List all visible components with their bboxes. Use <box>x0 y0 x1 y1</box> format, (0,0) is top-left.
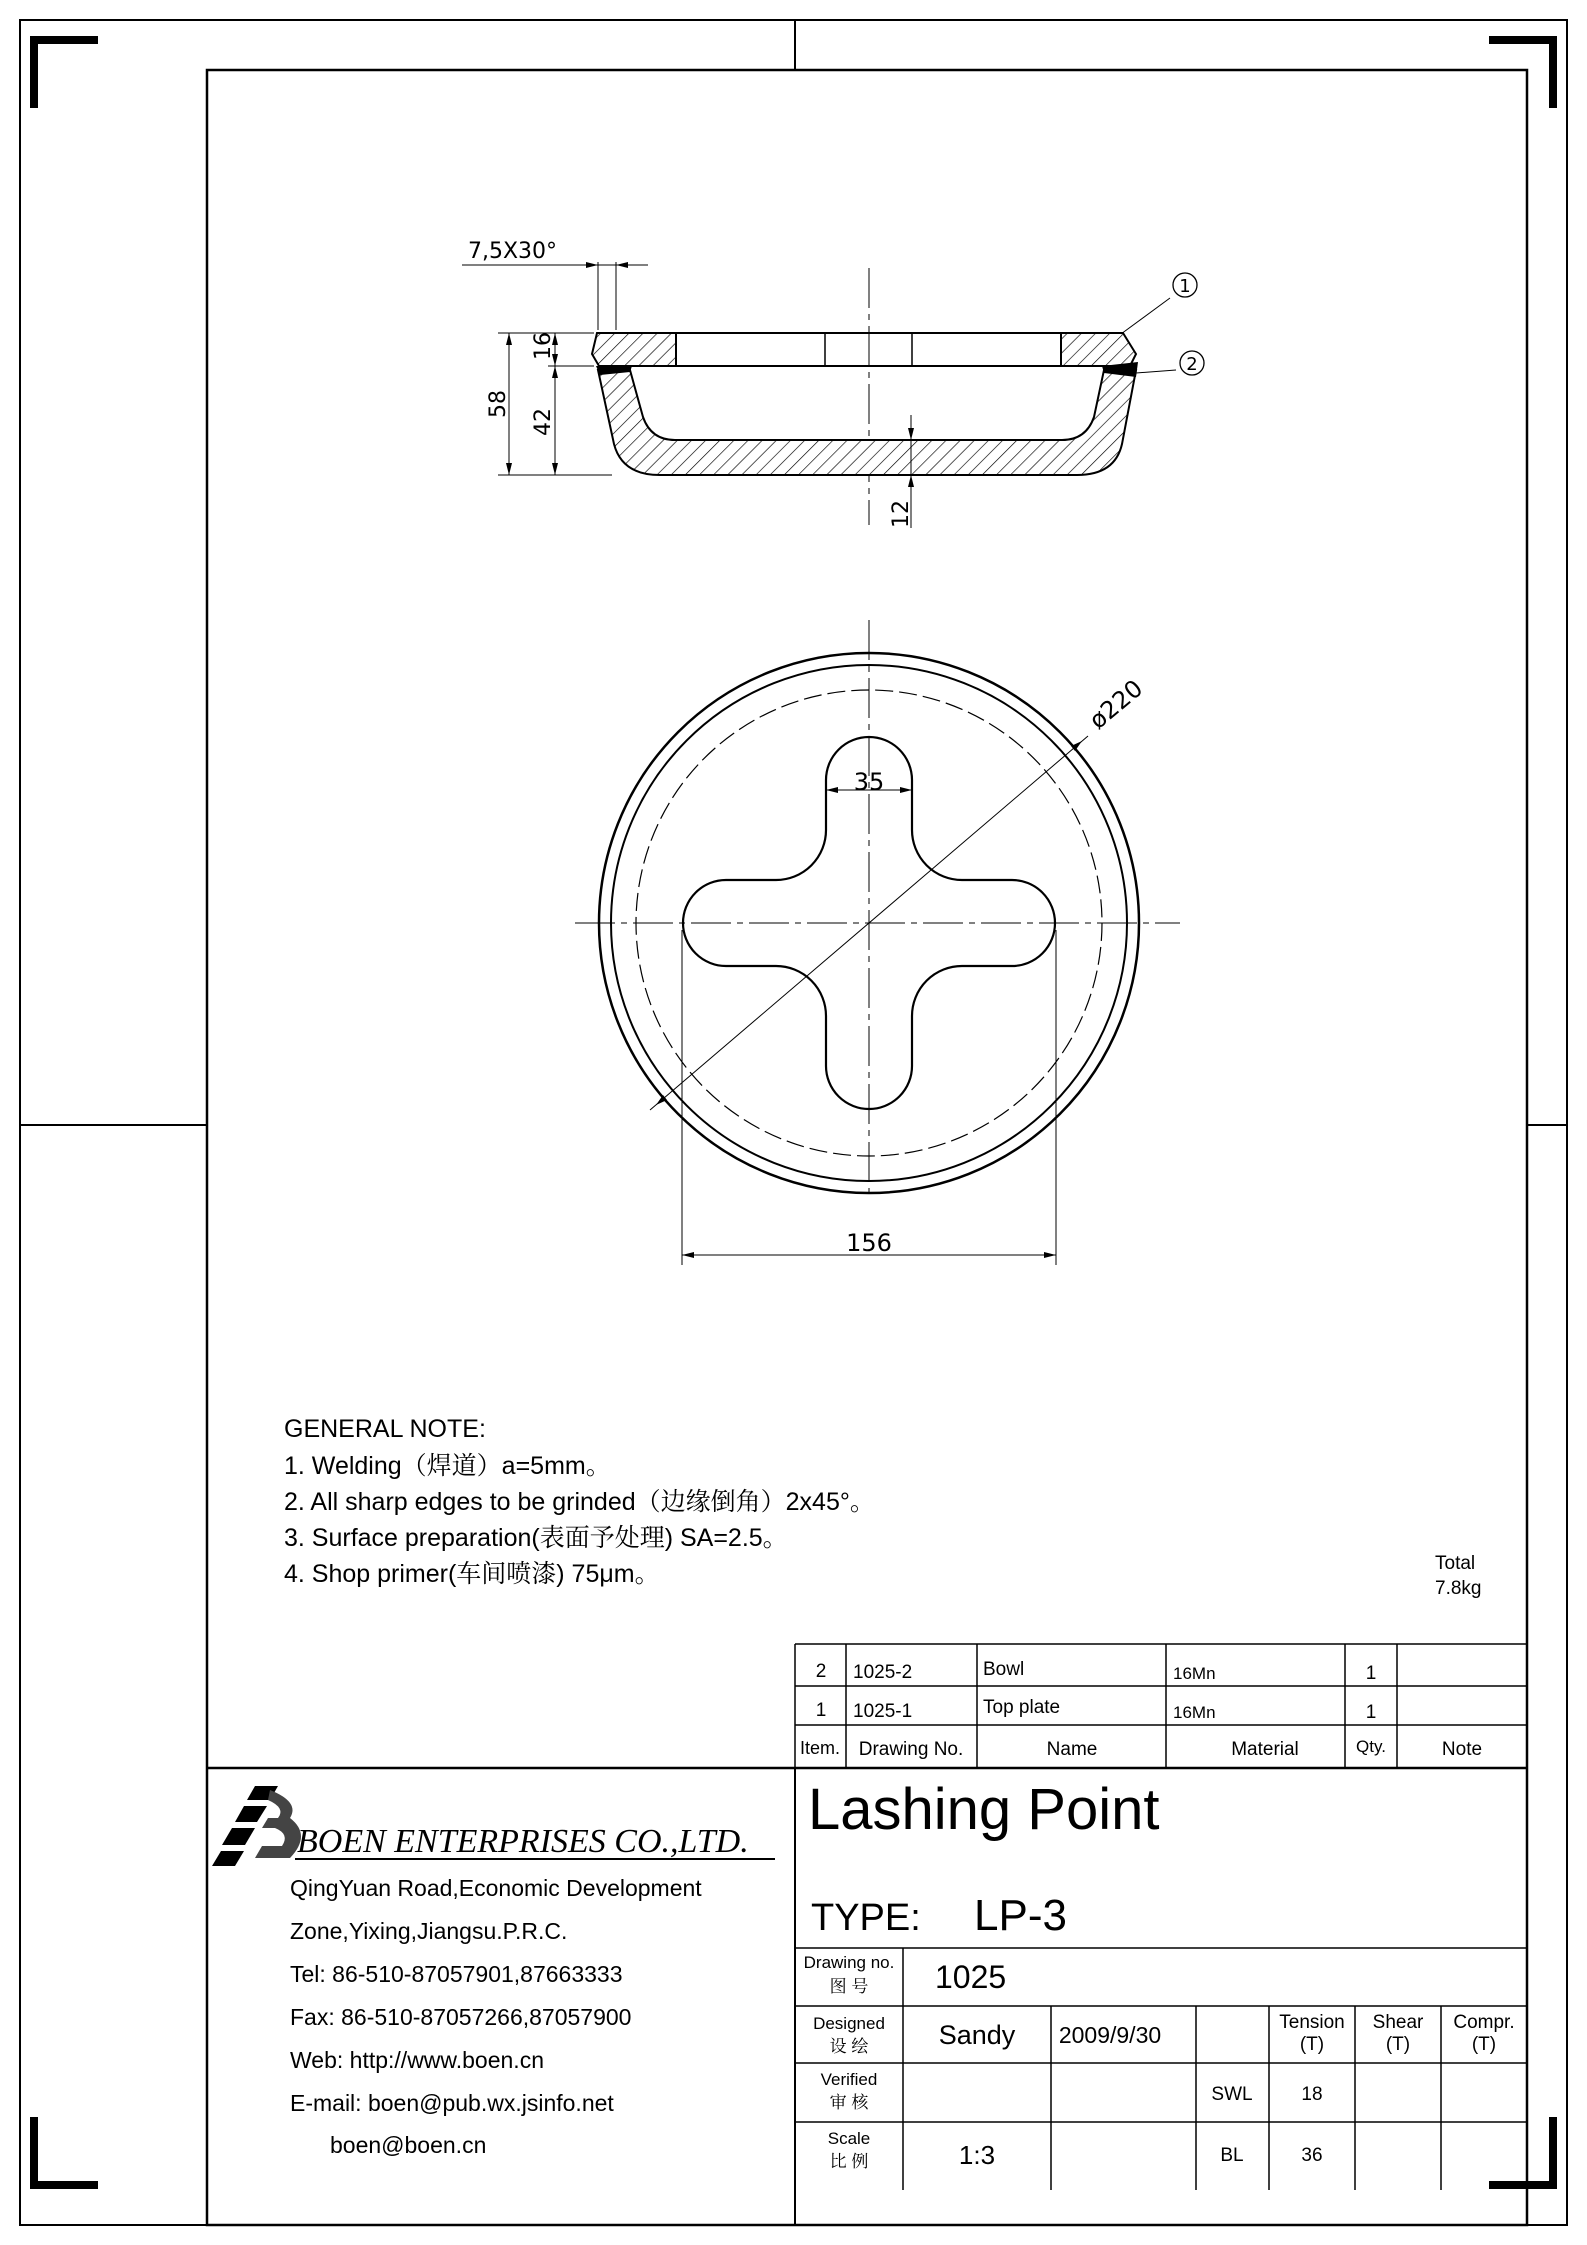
total-weight-value: 7.8kg <box>1435 1578 1482 1599</box>
compr-unit: (T) <box>1471 2034 1497 2055</box>
designed-date: 2009/9/30 <box>1058 2022 1162 2048</box>
note-item: 2. All sharp edges to be grinded（边缘倒角）2x45°。 <box>284 1488 875 1516</box>
bom-item: 1 <box>815 1700 827 1721</box>
bom-name: Top plate <box>983 1697 1061 1718</box>
bom-header-name: Name <box>1046 1739 1098 1760</box>
type-label: TYPE: <box>811 1897 921 1939</box>
dim-bowl-height: 42 <box>531 408 556 436</box>
company-tel: Tel: 86-510-87057901,87663333 <box>290 1961 623 1987</box>
tension-unit: (T) <box>1299 2034 1325 2055</box>
shear-unit: (T) <box>1385 2034 1411 2055</box>
scale-label: Scale <box>827 2129 871 2148</box>
compr-label: Compr. <box>1453 2012 1515 2033</box>
bom-qty: 1 <box>1365 1702 1377 1723</box>
dim-diameter: ø220 <box>1083 674 1149 735</box>
verified-label-cn: 审 核 <box>829 2093 869 2112</box>
general-notes <box>284 1415 1481 1599</box>
shear-label: Shear <box>1372 2012 1424 2033</box>
bowl-section <box>598 370 1136 475</box>
bl-value: 36 <box>1301 2145 1323 2166</box>
note-item: 3. Surface preparation(表面予处理) SA=2.5。 <box>284 1524 788 1552</box>
plan-view <box>575 620 1180 1265</box>
scale-label-cn: 比 例 <box>829 2152 869 2171</box>
company-address-line2: Zone,Yixing,Jiangsu.P.R.C. <box>290 1918 568 1944</box>
dim-cross-span: 156 <box>846 1229 892 1257</box>
designed-by: Sandy <box>938 2020 1016 2050</box>
company-block <box>212 1786 775 2158</box>
designed-label-cn: 设 绘 <box>829 2037 869 2056</box>
title-block <box>804 1777 1515 2171</box>
bom-table <box>795 1644 1527 1768</box>
company-web: Web: http://www.boen.cn <box>290 2047 544 2073</box>
scale-value: 1:3 <box>958 2140 996 2170</box>
dim-top-plate-thickness: 16 <box>531 332 556 360</box>
company-email: E-mail: boen@pub.wx.jsinfo.net <box>290 2090 614 2116</box>
top-plate-right-section <box>1061 333 1136 366</box>
bom-drawing-no: 1025-1 <box>853 1701 913 1722</box>
dim-total-height: 58 <box>486 390 511 418</box>
drawing-no-label: Drawing no. <box>803 1953 895 1972</box>
verified-label: Verified <box>820 2070 878 2089</box>
bom-item: 2 <box>815 1661 827 1682</box>
balloon-2-label: 2 <box>1186 354 1198 375</box>
bom-header-note: Note <box>1441 1739 1483 1760</box>
section-view <box>462 239 1204 528</box>
bom-header-qty: Qty. <box>1356 1737 1386 1756</box>
bom-drawing-no: 1025-2 <box>853 1662 913 1683</box>
bom-row <box>816 1697 1377 1723</box>
sheet-frame <box>20 20 1567 2225</box>
bom-name: Bowl <box>983 1659 1025 1680</box>
bom-header <box>800 1737 1482 1760</box>
notes-heading: GENERAL NOTE: <box>284 1415 486 1443</box>
drawing-title: Lashing Point <box>808 1777 1160 1842</box>
bom-qty: 1 <box>1365 1663 1377 1684</box>
bom-material: 16Mn <box>1173 1664 1216 1683</box>
company-logo <box>212 1786 301 1866</box>
dim-bottom-thickness: 12 <box>889 500 914 528</box>
note-item: 1. Welding（焊道）a=5mm。 <box>284 1452 611 1480</box>
company-address-line1: QingYuan Road,Economic Development <box>290 1875 702 1901</box>
note-item: 4. Shop primer(车间喷漆) 75μm。 <box>284 1560 660 1588</box>
swl-label: SWL <box>1211 2084 1253 2105</box>
company-fax: Fax: 86-510-87057266,87057900 <box>290 2004 632 2030</box>
type-value: LP-3 <box>974 1891 1067 1940</box>
bl-label: BL <box>1220 2145 1244 2166</box>
bom-row <box>816 1659 1377 1684</box>
total-weight-label: Total <box>1435 1553 1476 1574</box>
corner-marks <box>30 36 1557 2189</box>
bom-header-item: Item. <box>799 1738 841 1758</box>
designed-label: Designed <box>813 2014 885 2033</box>
top-plate-left-section <box>592 333 676 366</box>
bom-material: 16Mn <box>1173 1703 1216 1722</box>
balloon-1-label: 1 <box>1179 276 1191 297</box>
tension-label: Tension <box>1279 2012 1345 2033</box>
bom-header-drawing: Drawing No. <box>858 1739 964 1760</box>
drawing-no-value: 1025 <box>935 1959 1007 1995</box>
dim-chamfer: 7,5X30° <box>468 239 558 264</box>
bom-header-material: Material <box>1231 1739 1299 1760</box>
drawing-no-label-cn: 图 号 <box>829 1977 869 1996</box>
dim-slot-width: 35 <box>853 768 885 796</box>
company-name: BOEN ENTERPRISES CO.,LTD. <box>297 1823 749 1860</box>
company-email-secondary: boen@boen.cn <box>330 2132 487 2158</box>
swl-value: 18 <box>1301 2084 1323 2105</box>
